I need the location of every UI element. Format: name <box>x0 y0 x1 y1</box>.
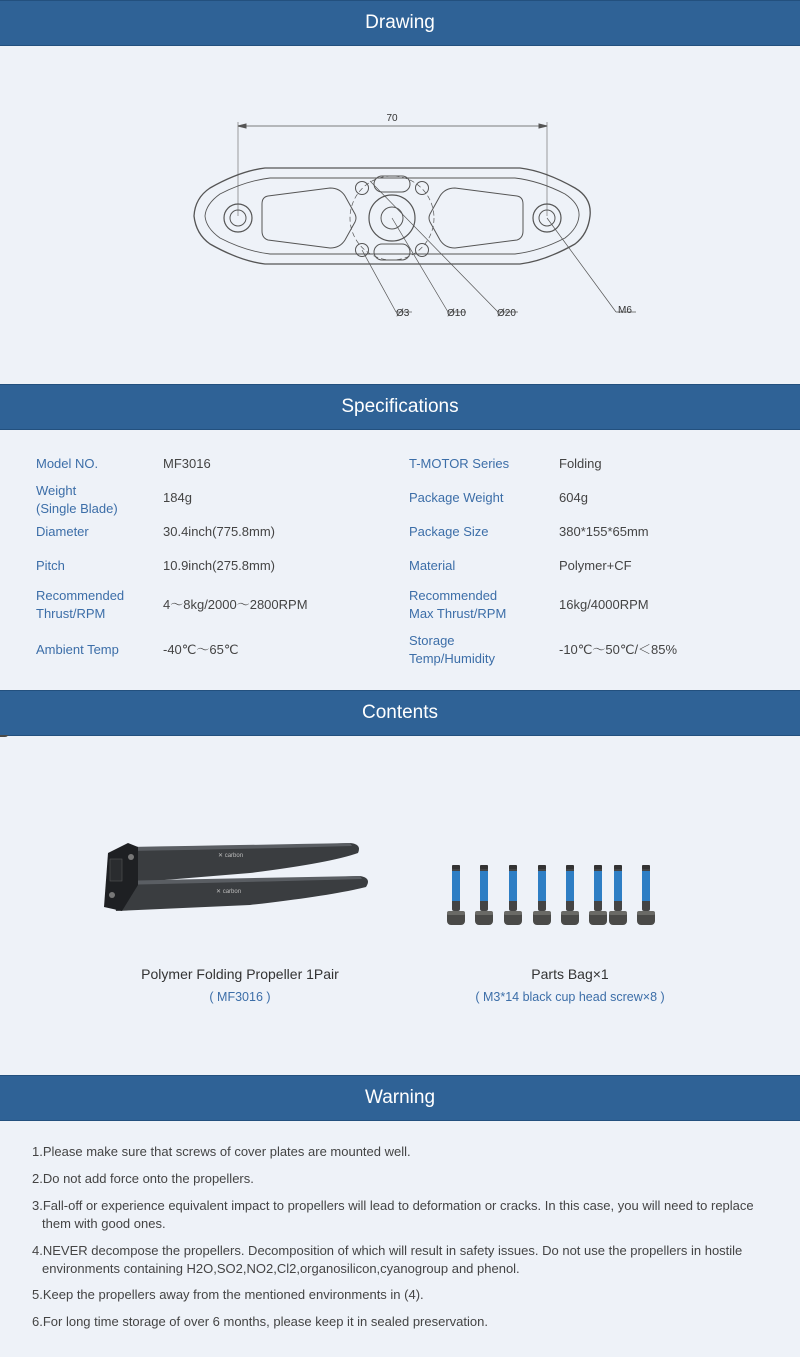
technical-drawing <box>0 46 800 384</box>
warning-item-4: 4.NEVER decompose the propellers. Decomposition of which will result in safety issues. Do not use the propellers in hostile environments containing H2O,SO2,NO2,Cl2,organosilicon,cyanogroup and phenol. <box>32 1243 743 1276</box>
spec-value-weight: 184g <box>163 490 192 505</box>
svg-text:✕ carbon: ✕ carbon <box>216 889 242 895</box>
spec-value-package-weight: 604g <box>559 490 588 505</box>
spec-value-thrust: 4～8kg/2000～2800RPM <box>163 597 308 612</box>
spec-label-model: Model NO. <box>36 456 99 471</box>
propeller-image <box>104 843 368 911</box>
dim-d10-label: Ø10 <box>447 308 466 319</box>
spec-value-diameter: 30.4inch(775.8mm) <box>163 524 275 539</box>
warning-item-3: 3.Fall-off or experience equivalent impact to propellers will lead to deformation or cracks. In this case, you will need to replace them with good ones. <box>32 1198 754 1231</box>
contents-area <box>0 735 800 1075</box>
contents-illustration <box>0 735 800 1075</box>
spec-label-series: T-MOTOR Series <box>409 456 510 471</box>
svg-text:✕ carbon: ✕ carbon <box>218 853 244 859</box>
warning-title: Warning <box>364 1087 436 1108</box>
spec-value-package-size: 380*155*65mm <box>559 524 649 539</box>
warning-item-1: 1.Please make sure that screws of cover plates are mounted well. <box>32 1144 411 1159</box>
spec-value-model: MF3016 <box>163 456 211 471</box>
parts-bag-caption: Parts Bag×1 <box>531 966 609 982</box>
spec-value-series: Folding <box>559 456 602 471</box>
spec-label-pitch: Pitch <box>36 558 65 573</box>
spec-label-thrust: Recommended Thrust/RPM <box>36 588 125 621</box>
parts-bag-sub-caption: ( M3*14 black cup head screw×8 ) <box>475 990 665 1004</box>
spec-value-pitch: 10.9inch(275.8mm) <box>163 558 275 573</box>
spec-value-ambient-temp: -40℃～65℃ <box>163 642 239 657</box>
warning-item-2: 2.Do not add force onto the propellers. <box>32 1171 254 1186</box>
specifications-header <box>0 384 800 430</box>
clamp-drawing-svg <box>0 46 800 384</box>
spec-label-storage: Storage Temp/Humidity <box>409 633 495 666</box>
spec-value-storage: -10℃～50℃/＜85% <box>559 642 678 657</box>
spec-label-diameter: Diameter <box>36 524 89 539</box>
spec-value-material: Polymer+CF <box>559 558 632 573</box>
dim-d20-label: Ø20 <box>497 308 516 319</box>
spec-value-max-thrust: 16kg/4000RPM <box>559 597 649 612</box>
warning-item-6: 6.For long time storage of over 6 months, please keep it in sealed preservation. <box>32 1314 488 1329</box>
drawing-header <box>0 0 800 46</box>
dim-d3-label: Ø3 <box>396 308 410 319</box>
contents-title: Contents <box>361 702 439 723</box>
screws-image <box>0 735 655 925</box>
spec-label-material: Material <box>409 558 456 573</box>
propeller-caption: Polymer Folding Propeller 1Pair <box>141 966 339 982</box>
spec-label-package-weight: Package Weight <box>409 490 504 505</box>
spec-label-ambient-temp: Ambient Temp <box>36 642 119 657</box>
dim-width-label: 70 <box>386 113 398 124</box>
propeller-sub-caption: ( MF3016 ) <box>209 990 271 1004</box>
specifications-title: Specifications <box>341 396 459 417</box>
warning-item-5: 5.Keep the propellers away from the mentioned environments in (4). <box>32 1287 424 1302</box>
contents-header <box>0 690 800 736</box>
drawing-title: Drawing <box>365 12 435 33</box>
spec-label-weight: Weight (Single Blade) <box>36 483 118 516</box>
warning-header <box>0 1075 800 1121</box>
spec-label-max-thrust: Recommended Max Thrust/RPM <box>409 588 507 621</box>
dim-m6-label: M6 <box>618 305 632 316</box>
spec-label-package-size: Package Size <box>409 524 489 539</box>
